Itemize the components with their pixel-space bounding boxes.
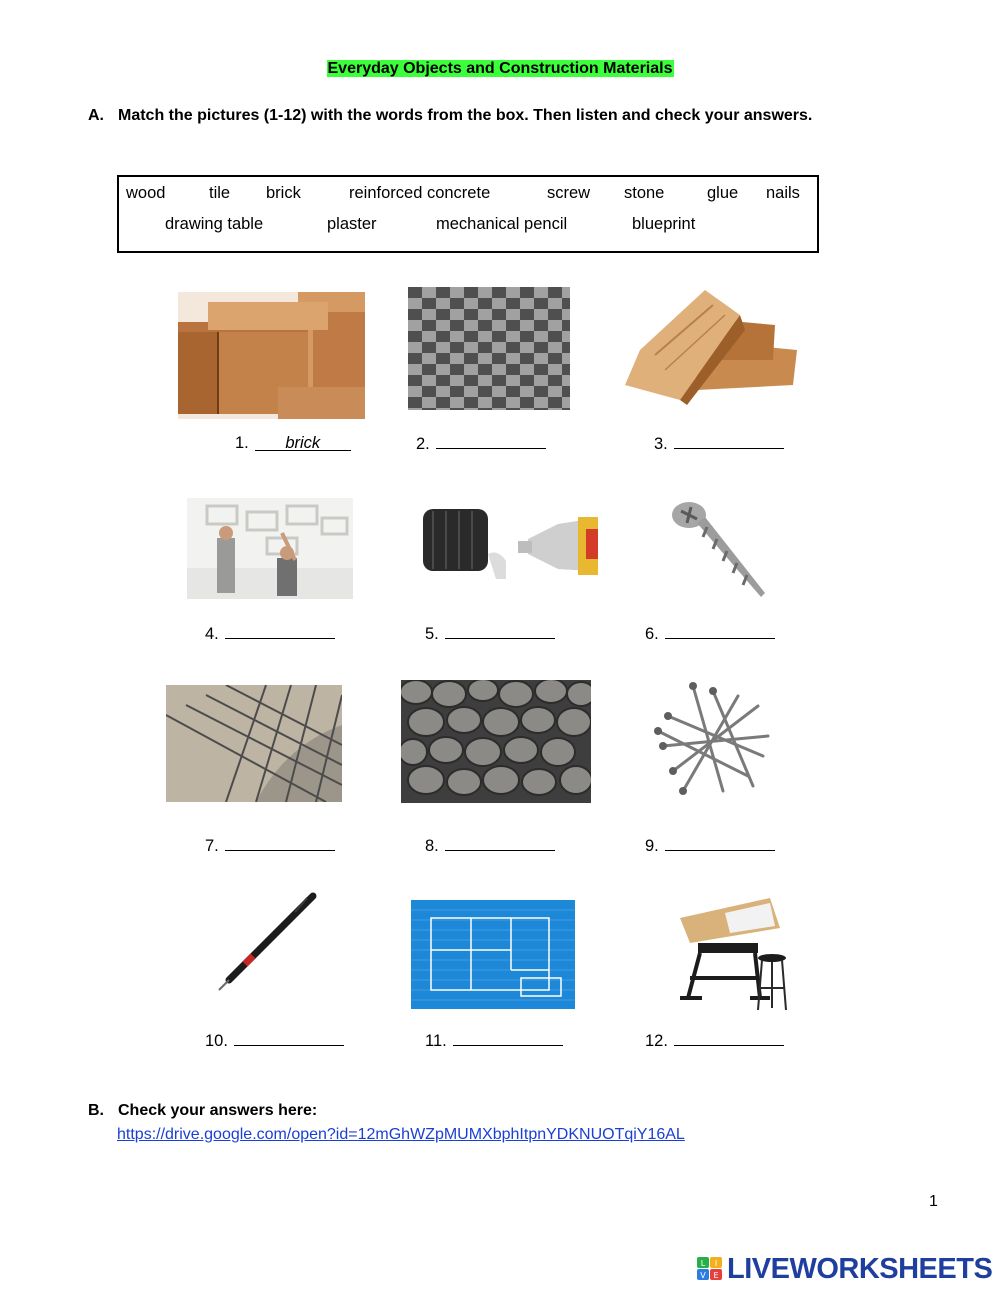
logo-letter: E bbox=[713, 1271, 719, 1280]
word-box-item: drawing table bbox=[165, 215, 264, 233]
word-box-item: wood bbox=[126, 184, 166, 202]
liveworksheets-logo[interactable] bbox=[697, 1254, 992, 1284]
word-box-item: stone bbox=[624, 184, 665, 202]
word-box-item: brick bbox=[266, 184, 301, 202]
section-b-heading: B. Check your answers here: bbox=[88, 1102, 318, 1119]
word-box-item: mechanical pencil bbox=[436, 215, 568, 233]
word-box bbox=[117, 175, 819, 253]
item-label-2: 2. bbox=[416, 434, 546, 454]
answer-blank-8[interactable] bbox=[445, 836, 555, 851]
answers-link[interactable]: https://drive.google.com/open?id=12mGhWZpMUMXbphItpnYDKNUOTqiY16AL bbox=[117, 1126, 685, 1143]
worksheet-title: Everyday Objects and Construction Materials bbox=[327, 60, 673, 77]
word-box-item: blueprint bbox=[632, 215, 696, 233]
word-box-item: plaster bbox=[327, 215, 377, 233]
mechanical-pencil-image bbox=[215, 892, 318, 994]
word-box-item: screw bbox=[547, 184, 591, 202]
logo-grid-icon bbox=[697, 1257, 723, 1281]
tile-image bbox=[408, 287, 570, 410]
answer-blank-10[interactable] bbox=[234, 1031, 344, 1046]
word-box-item: reinforced concrete bbox=[349, 184, 491, 202]
page-number: 1 bbox=[929, 1193, 938, 1210]
answer-blank-1[interactable]: brick bbox=[255, 436, 351, 451]
reinforced-concrete-image bbox=[166, 685, 342, 802]
brick-image bbox=[178, 292, 365, 419]
word-box-item: tile bbox=[209, 184, 231, 202]
answer-blank-3[interactable] bbox=[674, 434, 784, 449]
item-label-4: 4. bbox=[205, 624, 335, 644]
answer-blank-11[interactable] bbox=[453, 1031, 563, 1046]
item-label-8: 8. bbox=[425, 836, 555, 856]
logo-letter: V bbox=[700, 1271, 706, 1280]
item-label-9: 9. bbox=[645, 836, 775, 856]
item-label-3: 3. bbox=[654, 434, 784, 454]
answer-blank-7[interactable] bbox=[225, 836, 335, 851]
plaster-image bbox=[187, 498, 353, 599]
blueprint-image bbox=[411, 900, 575, 1009]
answer-blank-4[interactable] bbox=[225, 624, 335, 639]
answer-blank-5[interactable] bbox=[445, 624, 555, 639]
item-label-6: 6. bbox=[645, 624, 775, 644]
item-label-12: 12. bbox=[645, 1031, 784, 1051]
wood-image bbox=[625, 290, 797, 405]
item-label-10: 10. bbox=[205, 1031, 344, 1051]
drawing-table-image bbox=[670, 888, 796, 1014]
item-label-5: 5. bbox=[425, 624, 555, 644]
item-label-1: 1. brick bbox=[235, 434, 351, 453]
answer-blank-2[interactable] bbox=[436, 434, 546, 449]
item-label-7: 7. bbox=[205, 836, 335, 856]
word-box-item: nails bbox=[766, 184, 800, 202]
answer-blank-6[interactable] bbox=[665, 624, 775, 639]
word-box-item: glue bbox=[707, 184, 739, 202]
nails-image bbox=[653, 676, 778, 800]
item-label-11: 11. bbox=[425, 1031, 563, 1051]
answer-blank-9[interactable] bbox=[665, 836, 775, 851]
logo-letter: L bbox=[700, 1259, 706, 1268]
glue-image bbox=[418, 499, 598, 579]
stone-image bbox=[401, 680, 591, 803]
section-a-heading: A. Match the pictures (1-12) with the words from the box. Then listen and check your answers. bbox=[88, 107, 813, 124]
screw-image bbox=[667, 497, 770, 602]
answer-blank-12[interactable] bbox=[674, 1031, 784, 1046]
brand-name: LIVEWORKSHEETS bbox=[727, 1252, 993, 1285]
logo-letter: I bbox=[714, 1259, 718, 1268]
